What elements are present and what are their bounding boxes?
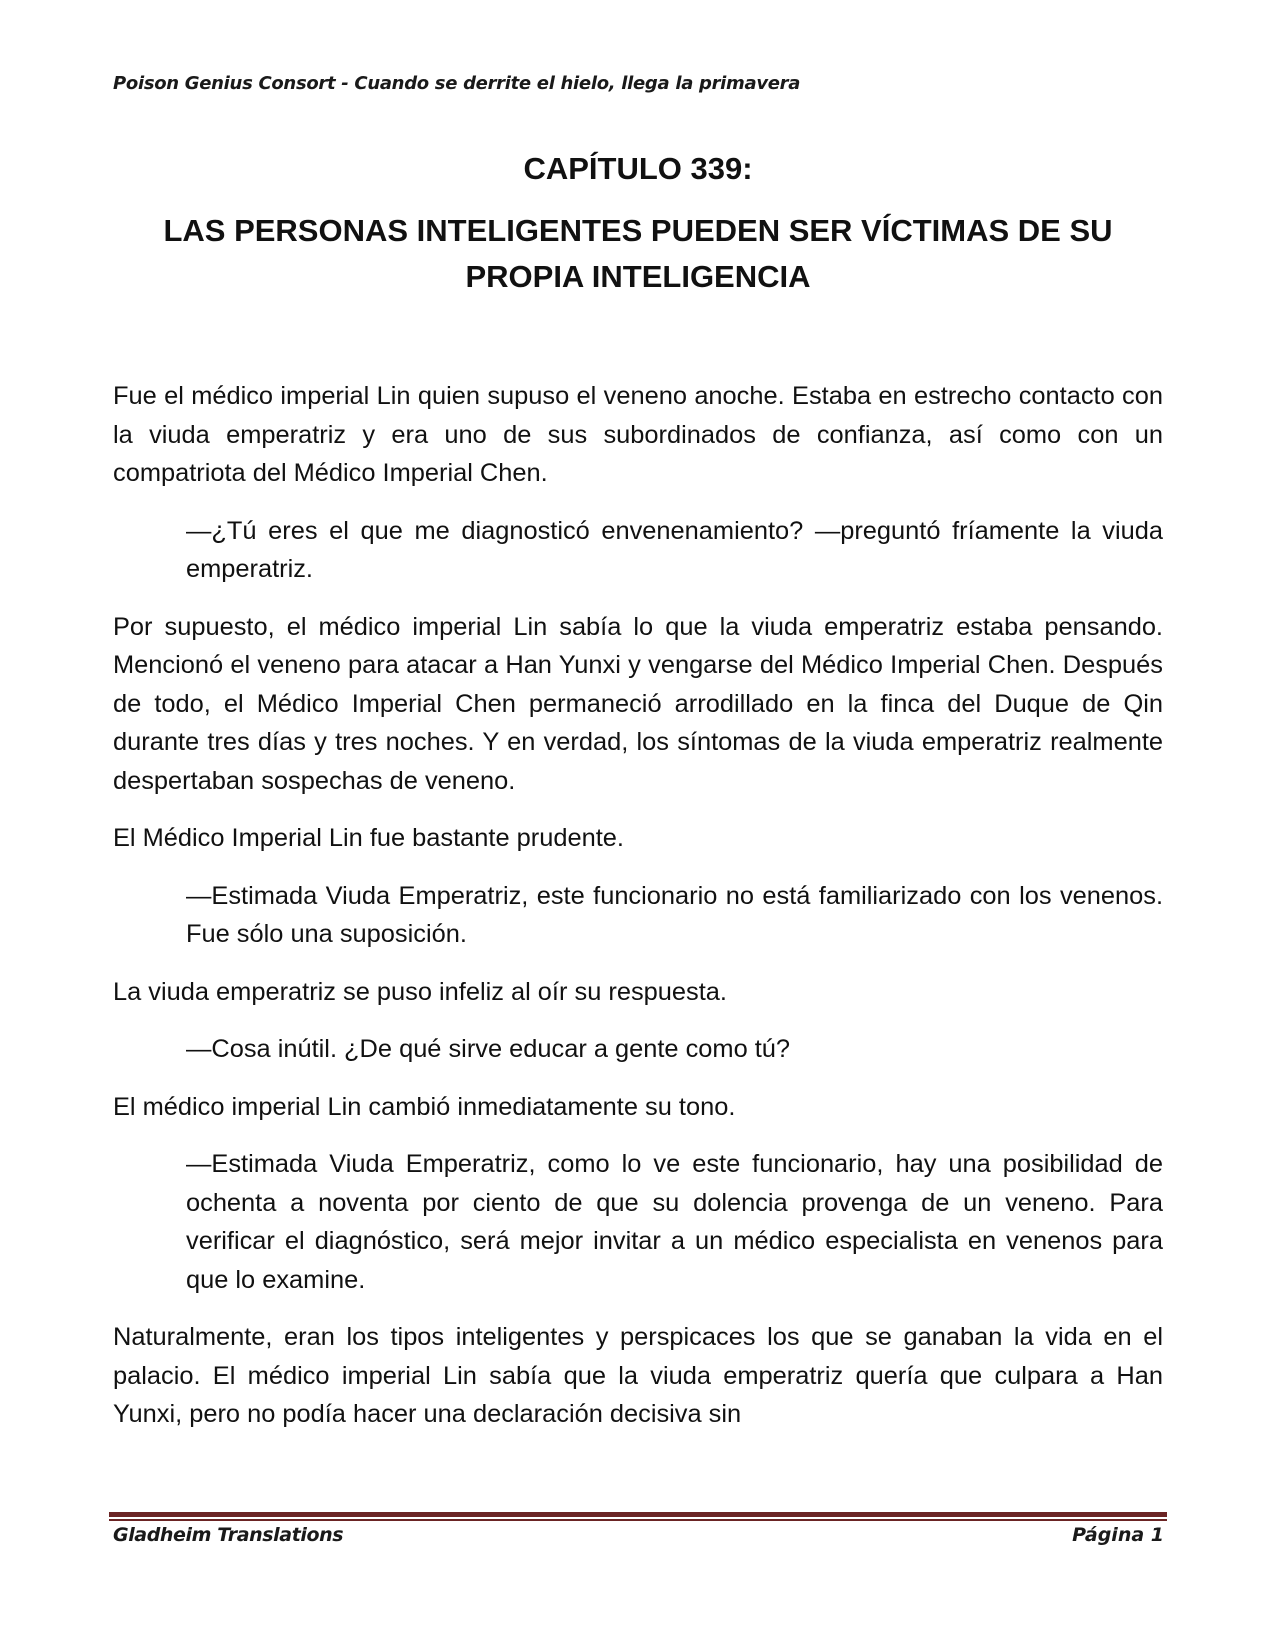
running-header: Poison Genius Consort - Cuando se derrite el hielo, llega la primavera — [113, 73, 801, 94]
dialogue-paragraph: —¿Tú eres el que me diagnosticó envenenamiento? —preguntó fríamente la viuda emperatriz. — [186, 516, 1163, 583]
footer-publisher: Gladheim Translations — [113, 1524, 344, 1546]
paragraph: Fue el médico imperial Lin quien supuso el veneno anoche. Estaba en estrecho contacto con la viuda emperatriz y era uno de sus subordinados de confianza, así como con un compatriota del Médico Imperial Chen. — [113, 382, 1163, 487]
paragraph: El médico imperial Lin cambió inmediatamente su tono. — [113, 1092, 736, 1121]
chapter-title: LAS PERSONAS INTELIGENTES PUEDEN SER VÍCTIMAS DE SU PROPIA INTELIGENCIA — [163, 213, 1113, 294]
paragraph: El Médico Imperial Lin fue bastante prudente. — [113, 824, 624, 852]
dialogue-paragraph: —Cosa inútil. ¿De qué sirve educar a gente como tú? — [186, 1035, 791, 1063]
footer-rule-thin — [109, 1519, 1167, 1521]
paragraph: Por supuesto, el médico imperial Lin sabía lo que la viuda emperatriz estaba pensando. Mencionó el veneno para atacar a Han Yunxi y vengarse del Médico Imperial Chen. Después de todo, el Médico Imperial Chen permaneció arrodillado en la finca del Duque de Qin durante tres días y tres noches. Y en verdad, los síntomas de la viuda emperatriz realmente despertaban sospechas de veneno. — [113, 612, 1163, 795]
footer-page-number: Página 1 — [1072, 1524, 1164, 1546]
dialogue-paragraph: —Estimada Viuda Emperatriz, este funcionario no está familiarizado con los venenos. Fue sólo una suposición. — [186, 881, 1163, 948]
chapter-body — [113, 377, 1163, 1453]
chapter-number: CAPÍTULO 339: — [523, 151, 753, 186]
footer-rule-thick — [109, 1512, 1167, 1517]
paragraph: La viuda emperatriz se puso infeliz al oír su respuesta. — [113, 977, 727, 1006]
paragraph: Naturalmente, eran los tipos inteligentes y perspicaces los que se ganaban la vida en el palacio. El médico imperial Lin sabía que la viuda emperatriz quería que culpara a Han Yunxi, pero no podía hacer una declaración decisiva sin — [113, 1323, 1163, 1428]
dialogue-paragraph: —Estimada Viuda Emperatriz, como lo ve este funcionario, hay una posibilidad de ochenta a noventa por ciento de que su dolencia provenga de un veneno. Para verificar el diagnóstico, será mejor invitar a un médico especialista en venenos para que lo examine. — [186, 1150, 1163, 1294]
